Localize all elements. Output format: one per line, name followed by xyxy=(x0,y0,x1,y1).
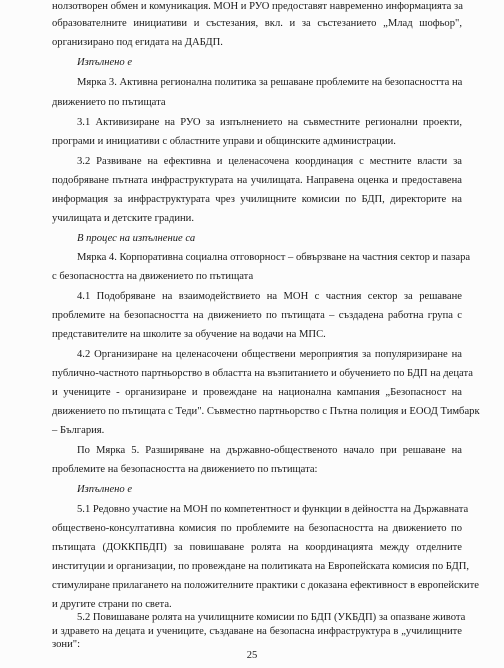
text-line: проблемите на безопасността на движението по пътищата: xyxy=(52,464,318,475)
text-line: представителите на школите за обучение на водачи на МПС. xyxy=(52,329,326,340)
text-line: подобряване пътната инфраструктурата на училищата. Направена оценка и предоставена xyxy=(52,175,462,186)
status-label: В процес на изпълнение са xyxy=(77,233,196,244)
text-line: 3.2 Развиване на ефективна и целенасочена координация с местните власти за xyxy=(77,156,462,167)
text-line: нолзотворен обмен и комуникация. МОН и РУО предоставят навременно информацията за xyxy=(52,1,463,12)
text-line: – България. xyxy=(52,425,105,436)
status-label: Изпълнено е xyxy=(77,57,133,68)
page-number: 25 xyxy=(246,650,258,661)
text-line: информация за инфраструктурата чрез училищните комисии по БДП, директорите на xyxy=(52,194,462,205)
text-line: публично-частното партньорство в областта на възпитанието и обучението по БДП на децата xyxy=(52,368,473,379)
text-line: 5.2 Повишаване ролята на училищните комисии по БДП (УКБДП) за опазване живота xyxy=(77,612,466,623)
text-line: образователните инициативи и състезания, вкл. и за състезанието „Млад шофьор", xyxy=(52,18,462,29)
text-line: движението по пътищата с Теди". Съвместно партньорство с Пътна полиция и ЕООД Тимбарк xyxy=(52,406,480,417)
text-line: и другите страни по света. xyxy=(52,599,172,610)
status-label: Изпълнено е xyxy=(77,484,133,495)
text-line: 5.1 Редовно участие на МОН по компетентност и функции в дейността на Държавната xyxy=(77,504,469,515)
text-line: зони": xyxy=(52,639,81,650)
text-line: с безопасността на движението по пътищата xyxy=(52,271,254,282)
text-line: обществено-консултативна комисия по проблемите на безопасността на движението по xyxy=(52,523,462,534)
text-line: движението по пътищата xyxy=(52,97,166,108)
text-line: програми и инициативи с областните управи и общинските администрации. xyxy=(52,136,396,147)
text-line: пътищата (ДОККПБДП) за повишаване ролята на координацията между отделните xyxy=(52,542,462,553)
measure-heading: По Мярка 5. Разширяване на държавно-общественото начало при решаване на xyxy=(77,445,462,456)
text-line: 4.2 Организиране на целенасочени обществени мероприятия за популяризиране на xyxy=(77,349,462,360)
text-line: и учениците - организиране и провеждане на национална кампания „Безопасност на xyxy=(52,387,462,398)
text-line: 3.1 Активизиране на РУО за изпълнението на съвместните регионални проекти, xyxy=(77,117,462,128)
measure-heading: Мярка 4. Корпоративна социална отговорност – обвързване на частния сектор и пазара xyxy=(77,252,471,263)
text-line: 4.1 Подобряване на взаимодействието на МОН с частния сектор за решаване xyxy=(77,291,462,302)
text-line: стимулиране прилагането на положителните практики с доказана ефективност в европейските xyxy=(52,580,479,591)
text-line: институции и организации, по провеждане на политиката на Европейската комисия по БДП, xyxy=(52,561,469,572)
text-line: и здравето на децата и учениците, създаване на безопасна инфраструктура в „училищните xyxy=(52,626,462,637)
text-line: организирано под егидата на ДАБДП. xyxy=(52,37,223,48)
text-line: проблемите на безопасността на движението по пътищата – създадена работна група с xyxy=(52,310,462,321)
measure-heading: Мярка 3. Активна регионална политика за решаване проблемите на безопасността на xyxy=(77,77,463,88)
text-line: училищата и детските градини. xyxy=(52,213,195,224)
